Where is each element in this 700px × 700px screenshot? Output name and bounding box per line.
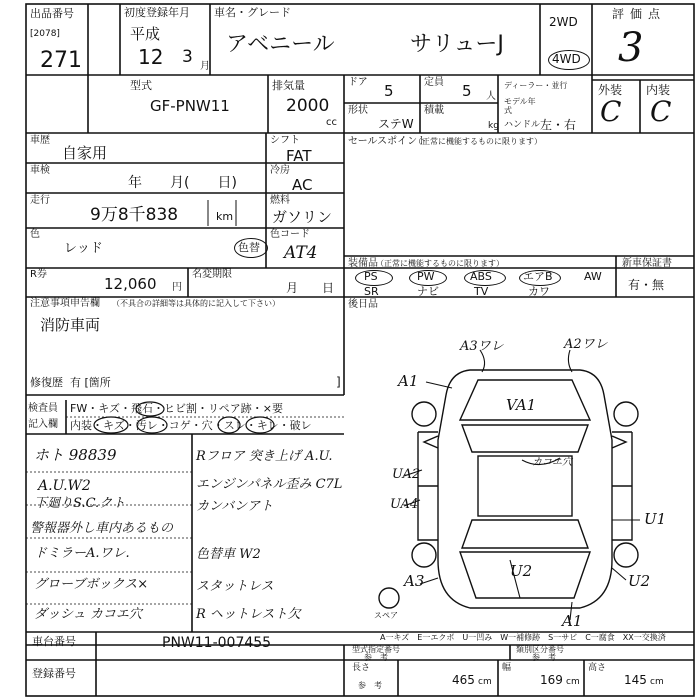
- inspection-value: 年 月( 日): [128, 175, 237, 191]
- type-designation-ref: 参 考: [364, 653, 388, 662]
- color-code-label: 色コード: [270, 229, 310, 240]
- era: 平成: [130, 25, 161, 43]
- inspector-row-2: 内装・キズ・汚レ・コゲ・穴・スレ・キレ・破レ: [70, 419, 312, 432]
- category-label: 類別区分番号: [516, 645, 564, 654]
- interior-grade: C: [650, 95, 672, 128]
- damage-left-door-rear: UA4: [390, 497, 419, 512]
- inspector-label-2: 記入欄: [28, 419, 58, 430]
- car-grade: サリューJ: [410, 32, 504, 57]
- length-unit: cm: [478, 677, 492, 687]
- body-label: 形状: [348, 105, 368, 116]
- inspector-note-4: エンジンパネル歪み C7L: [196, 477, 343, 492]
- inspector-note-7: 警報器外し車内あるもの: [30, 521, 174, 536]
- length-label: 長さ: [352, 663, 371, 673]
- inspector-note-9: 色替車 W2: [196, 547, 261, 562]
- lot-number-label: 出品番号: [30, 7, 74, 20]
- new-warranty: 有・無: [628, 278, 665, 292]
- inspector-note-10: グローブボックス×: [34, 577, 149, 592]
- doors: 5: [384, 82, 394, 100]
- inspector-note-3: A.U.W2: [38, 478, 91, 494]
- color-code: AT4: [284, 243, 318, 263]
- height-unit: cm: [650, 677, 664, 687]
- exterior-label: 外装: [598, 83, 623, 97]
- equip-pw: PW: [417, 270, 435, 283]
- yen-unit: 円: [172, 282, 182, 293]
- width-unit: cm: [566, 677, 580, 687]
- model-year-label: モデル年式: [504, 97, 536, 115]
- equipment-label: 装備品: [348, 258, 378, 269]
- car-name: アベニール: [226, 32, 335, 57]
- reg-number-label: 登録番号: [32, 667, 76, 680]
- name-change-label: 名変期限: [192, 269, 232, 280]
- inspector-note-6: カンバンアト: [196, 499, 274, 514]
- inspector-note-5: 下廻りS.C.クト: [34, 496, 126, 511]
- height-label: 高さ: [588, 663, 607, 673]
- damage-hood: VA1: [506, 396, 537, 414]
- equipment-note: （正常に機能するものに限ります）: [376, 259, 504, 268]
- chassis-number: PNW11-007455: [162, 635, 272, 651]
- equip-abs: ABS: [470, 270, 492, 283]
- damage-legend: A一キズ E一エクボ U一凹み W一補修跡 S一サビ C一腐食 XX一交換済: [380, 633, 666, 642]
- equip-sr: SR: [364, 285, 379, 298]
- displacement: 2000: [286, 96, 330, 116]
- damage-rear-left: A3: [404, 572, 425, 590]
- length-ref: 参 考: [358, 681, 382, 690]
- damage-rear-right: U2: [628, 572, 651, 590]
- first-registration-label: 初度登録年月: [124, 6, 190, 19]
- interior-label: 内装: [646, 83, 671, 97]
- aircon: AC: [292, 176, 313, 194]
- repair-label: 修復歴: [30, 376, 63, 389]
- overall-score: 3: [618, 25, 644, 71]
- notes-note: （不具合の詳細等は具体的に記入して下さい）: [112, 299, 280, 308]
- height: 145: [624, 673, 647, 687]
- cc-unit: cc: [326, 117, 337, 128]
- equip-ps: PS: [364, 270, 378, 283]
- seats-label: 定員: [424, 77, 444, 88]
- people-unit: 人: [486, 91, 496, 102]
- aircon-label: 冷房: [270, 165, 290, 176]
- shift: FAT: [286, 147, 312, 165]
- mileage: 9万8千838: [90, 205, 179, 225]
- width-label: 幅: [502, 663, 512, 673]
- inspector-row-1: FW・キズ・飛石・ヒビ割・リペア跡・×要: [70, 402, 283, 415]
- shift-label: シフト: [270, 135, 300, 146]
- damage-tailgate: U2: [510, 562, 533, 580]
- seats: 5: [462, 82, 472, 100]
- registration-month: 3: [182, 47, 193, 67]
- model-label: 型式: [130, 79, 152, 92]
- inspection-label: 車検: [30, 165, 50, 176]
- equip-navi: ナビ: [417, 285, 439, 298]
- damage-rear-bumper: A1: [562, 612, 583, 630]
- color: レッド: [64, 241, 103, 256]
- inspector-note-13: R ヘットレスト欠: [196, 607, 301, 622]
- new-warranty-label: 新車保証書: [622, 258, 672, 269]
- load-label: 積載: [424, 105, 444, 116]
- inspector-label-1: 検査員: [28, 403, 58, 414]
- drive-2wd: 2WD: [549, 15, 578, 29]
- recycle-label: R券: [30, 269, 47, 280]
- chassis-label: 車台番号: [32, 635, 76, 648]
- usage-label: 車歴: [30, 135, 50, 146]
- damage-front-left: A3ワレ: [460, 339, 504, 354]
- sales-point-label: セールスポイント: [348, 136, 428, 147]
- handle-side: 左・右: [540, 118, 577, 132]
- name-change-value: 月 日: [286, 281, 335, 295]
- exterior-grade: C: [600, 95, 622, 128]
- equip-airbag: エアB: [523, 270, 553, 283]
- type-designation-label: 型式指定番号: [352, 645, 400, 654]
- color-change: 色替: [238, 241, 260, 254]
- dealer-label: ディーラー・並行: [504, 81, 568, 90]
- spare-label: スペア: [374, 611, 398, 620]
- damage-right-side: U1: [644, 510, 667, 528]
- handle-label: ハンドル: [504, 120, 541, 130]
- month-unit: 月: [200, 61, 210, 72]
- registration-year: 12: [138, 45, 164, 69]
- damage-left-door-front: UA2: [392, 467, 421, 482]
- score-label: 評価点: [612, 7, 667, 21]
- displacement-label: 排気量: [272, 79, 305, 92]
- fuel-label: 燃料: [270, 195, 290, 206]
- width: 169: [540, 673, 563, 687]
- notes: 消防車両: [40, 316, 101, 334]
- inspector-note-12: ダッシュ カコエ穴: [34, 607, 142, 622]
- equip-aw: AW: [584, 270, 602, 283]
- mileage-label: 走行: [30, 195, 50, 206]
- repair-value: 有 [箇所: [70, 376, 111, 389]
- later-items-label: 後日品: [348, 299, 378, 310]
- car-name-label: 車名・グレード: [214, 6, 291, 19]
- sales-point-note: （正常に機能するものに限ります）: [414, 137, 542, 146]
- model: GF-PNW11: [150, 97, 230, 115]
- color-label: 色: [30, 229, 40, 240]
- damage-roof: カコエ穴: [532, 457, 572, 468]
- fuel: ガソリン: [272, 208, 333, 226]
- category-ref: 参 考: [532, 653, 556, 662]
- usage: 自家用: [62, 144, 108, 162]
- inspector-note-1: ホト 98839: [34, 446, 117, 464]
- damage-front-right: A2ワレ: [564, 337, 608, 352]
- drive-4wd: 4WD: [552, 52, 581, 66]
- notes-label: 注意事項申告欄: [30, 298, 100, 309]
- damage-front-bumper: A1: [398, 372, 419, 390]
- km-unit: km: [216, 210, 234, 223]
- doors-label: ドア: [348, 77, 368, 88]
- lot-number: 271: [40, 48, 82, 73]
- lot-sub-number: [2078]: [30, 29, 60, 39]
- repair-close: ]: [336, 375, 341, 389]
- body: ステW: [378, 117, 414, 131]
- inspector-note-2: Rフロア 突き上げ A.U.: [196, 449, 333, 464]
- equip-tv: TV: [474, 285, 489, 298]
- kg-unit: kg: [488, 121, 499, 131]
- length: 465: [452, 673, 475, 687]
- equip-leather: カワ: [528, 285, 550, 298]
- recycle-fee: 12,060: [104, 275, 157, 293]
- inspector-note-11: スタットレス: [196, 579, 274, 594]
- inspector-note-8: ドミラーA.ワレ.: [34, 546, 130, 561]
